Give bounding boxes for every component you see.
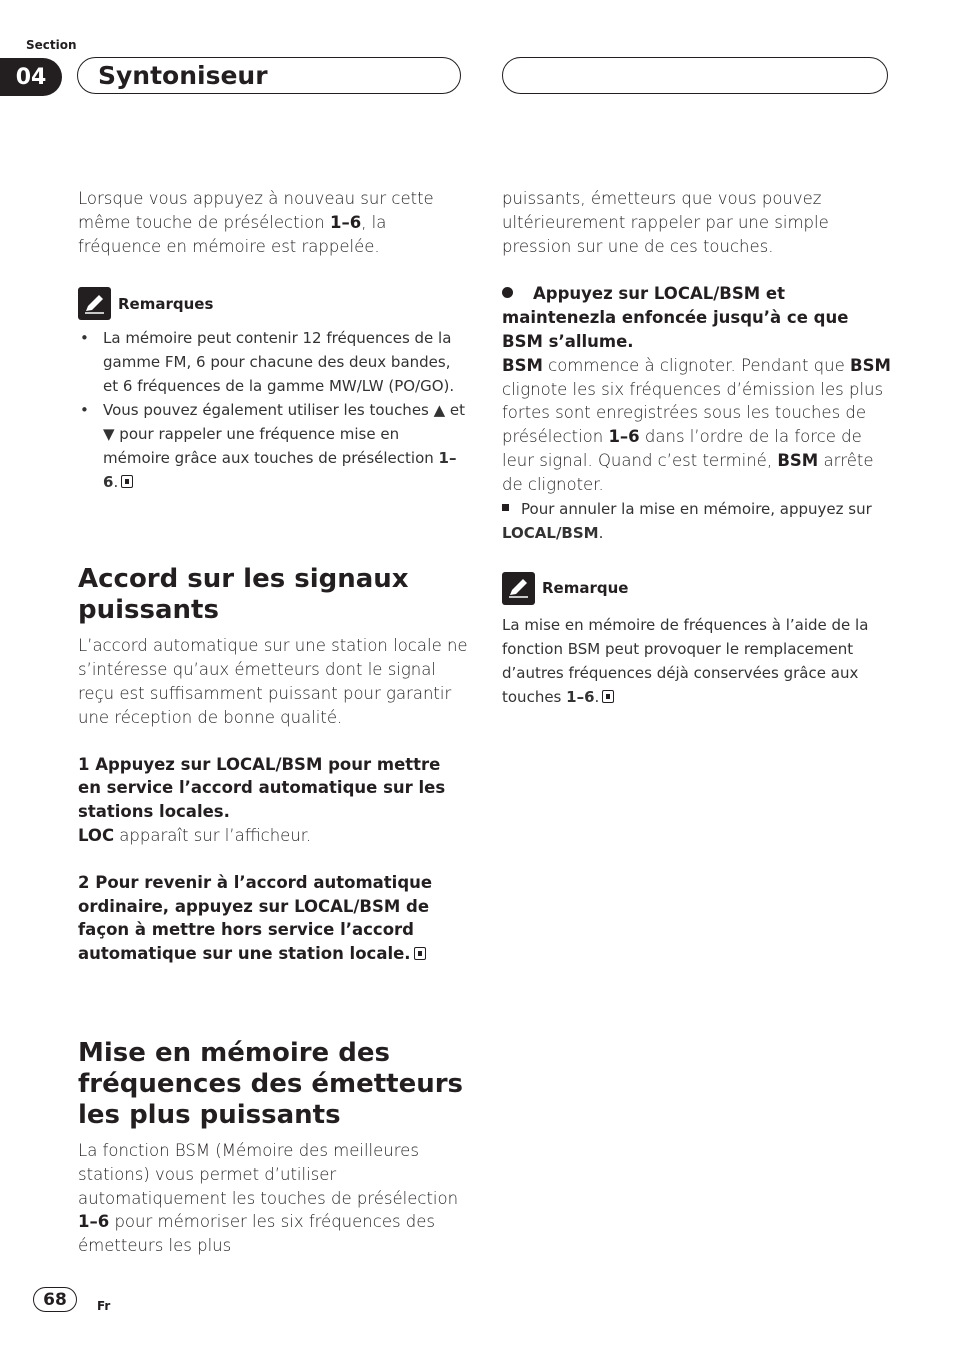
bsm-step: Appuyez sur LOCAL/BSM et maintenezla enfoncée jusqu’à ce que BSM s’allume. (502, 284, 849, 351)
bsm-result: BSM commence à clignoter. Pendant que BSM clignote les six fréquences d’émission les plus fortes sont enregistrées sous les touches de présélection 1–6 dans l’ordre de la force de leur signal. Quand c’est terminé, BSM arrête de clignoter. (502, 355, 891, 494)
section-title: Syntoniseur (98, 61, 268, 90)
note-pencil-icon (78, 287, 111, 320)
bsm-heading: Mise en mémoire des fréquences des émetteurs les plus puissants (78, 1037, 464, 1130)
left-column (78, 187, 468, 1258)
notes-block (78, 287, 468, 494)
bsm-body: La fonction BSM (Mémoire des meilleures stations) vous permet d’utiliser automatiquement les touches de présélection 1–6 pour mémoriser les six fréquences des émetteurs les plus (78, 1140, 459, 1256)
language-code: Fr (97, 1299, 111, 1313)
end-mark-icon (414, 947, 426, 960)
bsm-section (78, 1038, 468, 1258)
bullet-dot-icon (502, 287, 513, 298)
step-1: 1 Appuyez sur LOCAL/BSM pour mettre en service l’accord automatique sur les stations locales. (78, 754, 446, 822)
notes-title: Remarques (118, 294, 214, 313)
remark-title: Remarque (542, 579, 629, 598)
right-header-frame (502, 57, 888, 94)
note-item: • Vous pouvez également utiliser les touches ▲ et ▼ pour rappeler une fréquence mise en mémoire grâce aux touches de présélection 1–6. (78, 398, 468, 494)
section-label: Section (26, 38, 77, 52)
step-1-result: LOC apparaît sur l’afficheur. (78, 825, 312, 845)
bullet-square-icon (502, 504, 509, 511)
end-mark-icon (121, 475, 133, 488)
local-body: L’accord automatique sur une station locale ne s’intéresse qu’aux émetteurs dont le signal reçu est suffisamment puissant pour garantir une réception de bonne qualité. (78, 636, 468, 727)
bsm-continuation: puissants, émetteurs que vous pouvez ultérieurement rappeler par une simple pression sur une de ces touches. (502, 189, 829, 256)
note-pencil-icon (502, 572, 535, 605)
page-number: 68 (33, 1287, 77, 1312)
note-item: • La mémoire peut contenir 12 fréquences de la gamme FM, 6 pour chacune des deux bandes, et 6 fréquences de la gamme MW/LW (PO/GO). (78, 326, 468, 398)
right-column (502, 187, 892, 709)
cancel-note: Pour annuler la mise en mémoire, appuyez sur LOCAL/BSM. (502, 499, 872, 542)
step-2: 2 Pour revenir à l’accord automatique ordinaire, appuyez sur LOCAL/BSM de façon à mettre hors service l’accord automatique sur une station locale. (78, 872, 433, 964)
remark-block (502, 572, 892, 709)
local-section (78, 564, 468, 966)
local-heading: Accord sur les signaux puissants (78, 564, 409, 626)
end-mark-icon (602, 690, 614, 703)
intro-paragraph: Lorsque vous appuyez à nouveau sur cette même touche de présélection 1–6, la fréquence en mémoire est rappelée. (78, 189, 434, 256)
remark-body: La mise en mémoire de fréquences à l’aide de la fonction BSM peut provoquer le remplacement d’autres fréquences déjà conservées grâce aux touches 1–6. (502, 615, 869, 706)
section-number: 04 (0, 58, 62, 96)
